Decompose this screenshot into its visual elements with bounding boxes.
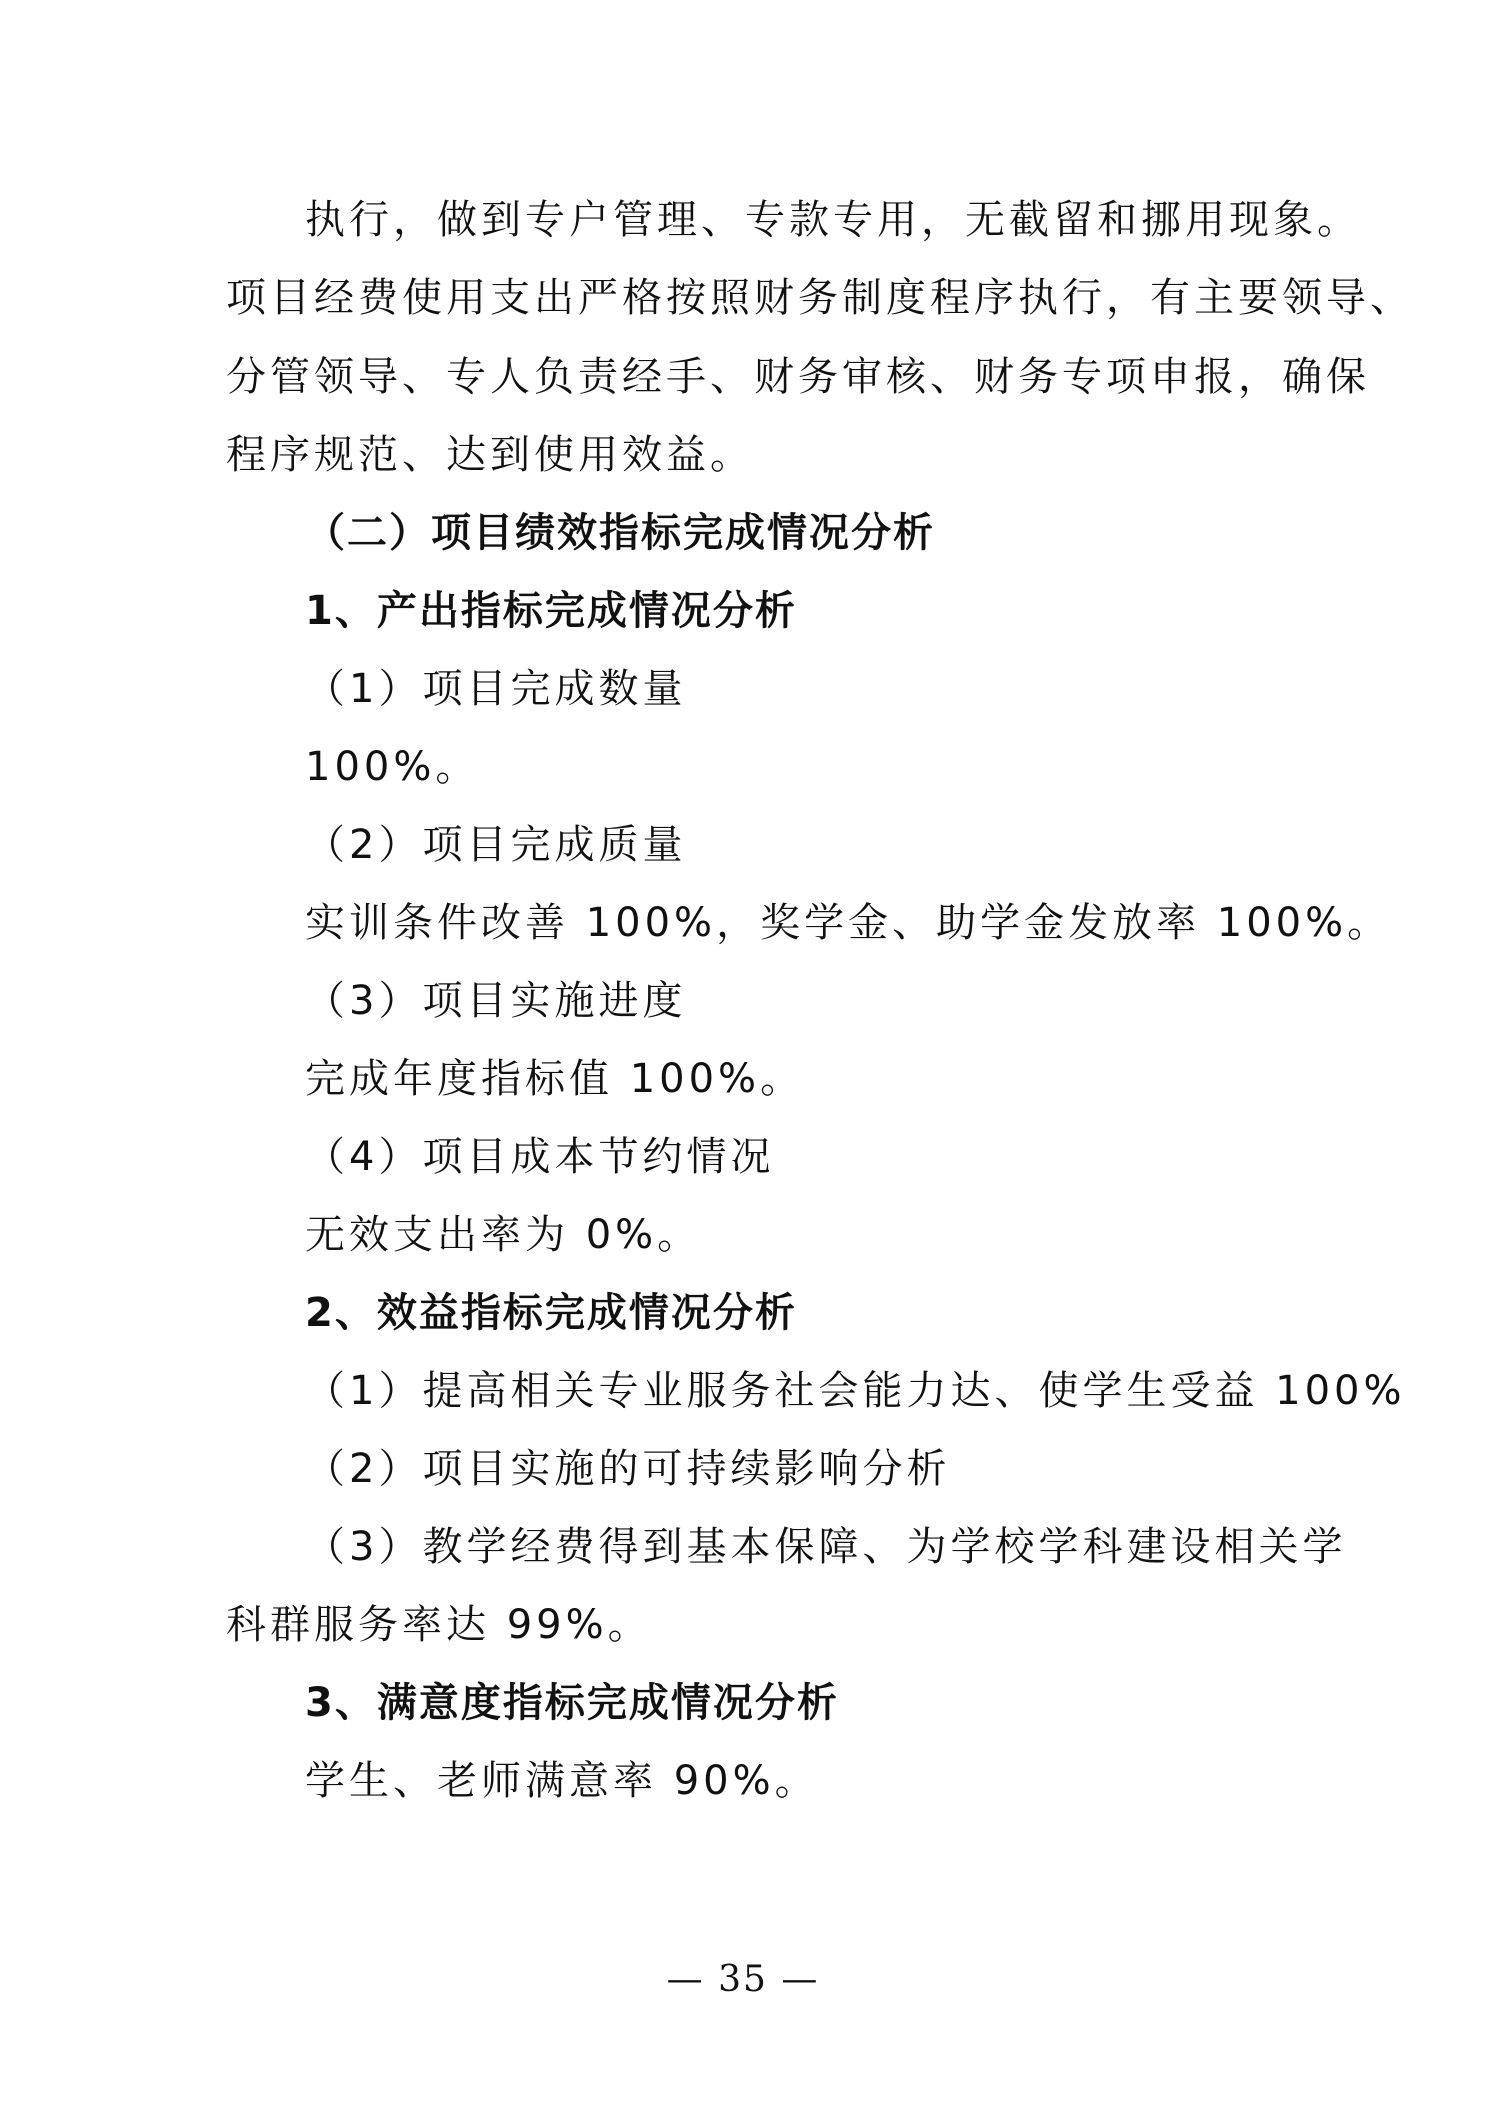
item-title: （4）项目成本节约情况 xyxy=(305,1134,775,1180)
subsection-heading-satisfaction: 3、满意度指标完成情况分析 xyxy=(305,1680,839,1726)
item-title: （2）项目完成质量 xyxy=(305,822,687,868)
item-value: 100%。 xyxy=(305,744,480,790)
page-number: — 35 — xyxy=(666,1959,820,2000)
item-title: （1）项目完成数量 xyxy=(305,666,687,712)
paragraph-line: 执行，做到专户管理、专款专用，无截留和挪用现象。 xyxy=(305,197,1361,243)
paragraph-line: 项目经费使用支出严格按照财务制度程序执行，有主要领导、 xyxy=(226,275,1414,321)
item-value: 完成年度指标值 100%。 xyxy=(305,1056,805,1102)
item-text: （3）教学经费得到基本保障、为学校学科建设相关学 xyxy=(305,1524,1347,1570)
paragraph-line: 程序规范、达到使用效益。 xyxy=(226,432,754,478)
item-text: （1）提高相关专业服务社会能力达、使学生受益 100% xyxy=(305,1368,1406,1414)
subsection-heading-benefit: 2、效益指标完成情况分析 xyxy=(305,1290,797,1336)
item-title: （3）项目实施进度 xyxy=(305,978,687,1024)
item-value: 无效支出率为 0%。 xyxy=(305,1212,702,1258)
item-text: 科群服务率达 99%。 xyxy=(226,1602,652,1648)
item-text: （2）项目实施的可持续影响分析 xyxy=(305,1446,951,1492)
subsection-heading-output: 1、产出指标完成情况分析 xyxy=(305,588,797,634)
item-value: 学生、老师满意率 90%。 xyxy=(305,1758,819,1804)
item-value: 实训条件改善 100%，奖学金、助学金发放率 100%。 xyxy=(305,900,1392,946)
paragraph-line: 分管领导、专人负责经手、财务审核、财务专项申报，确保 xyxy=(226,354,1370,400)
section-heading: （二）项目绩效指标完成情况分析 xyxy=(305,510,935,556)
